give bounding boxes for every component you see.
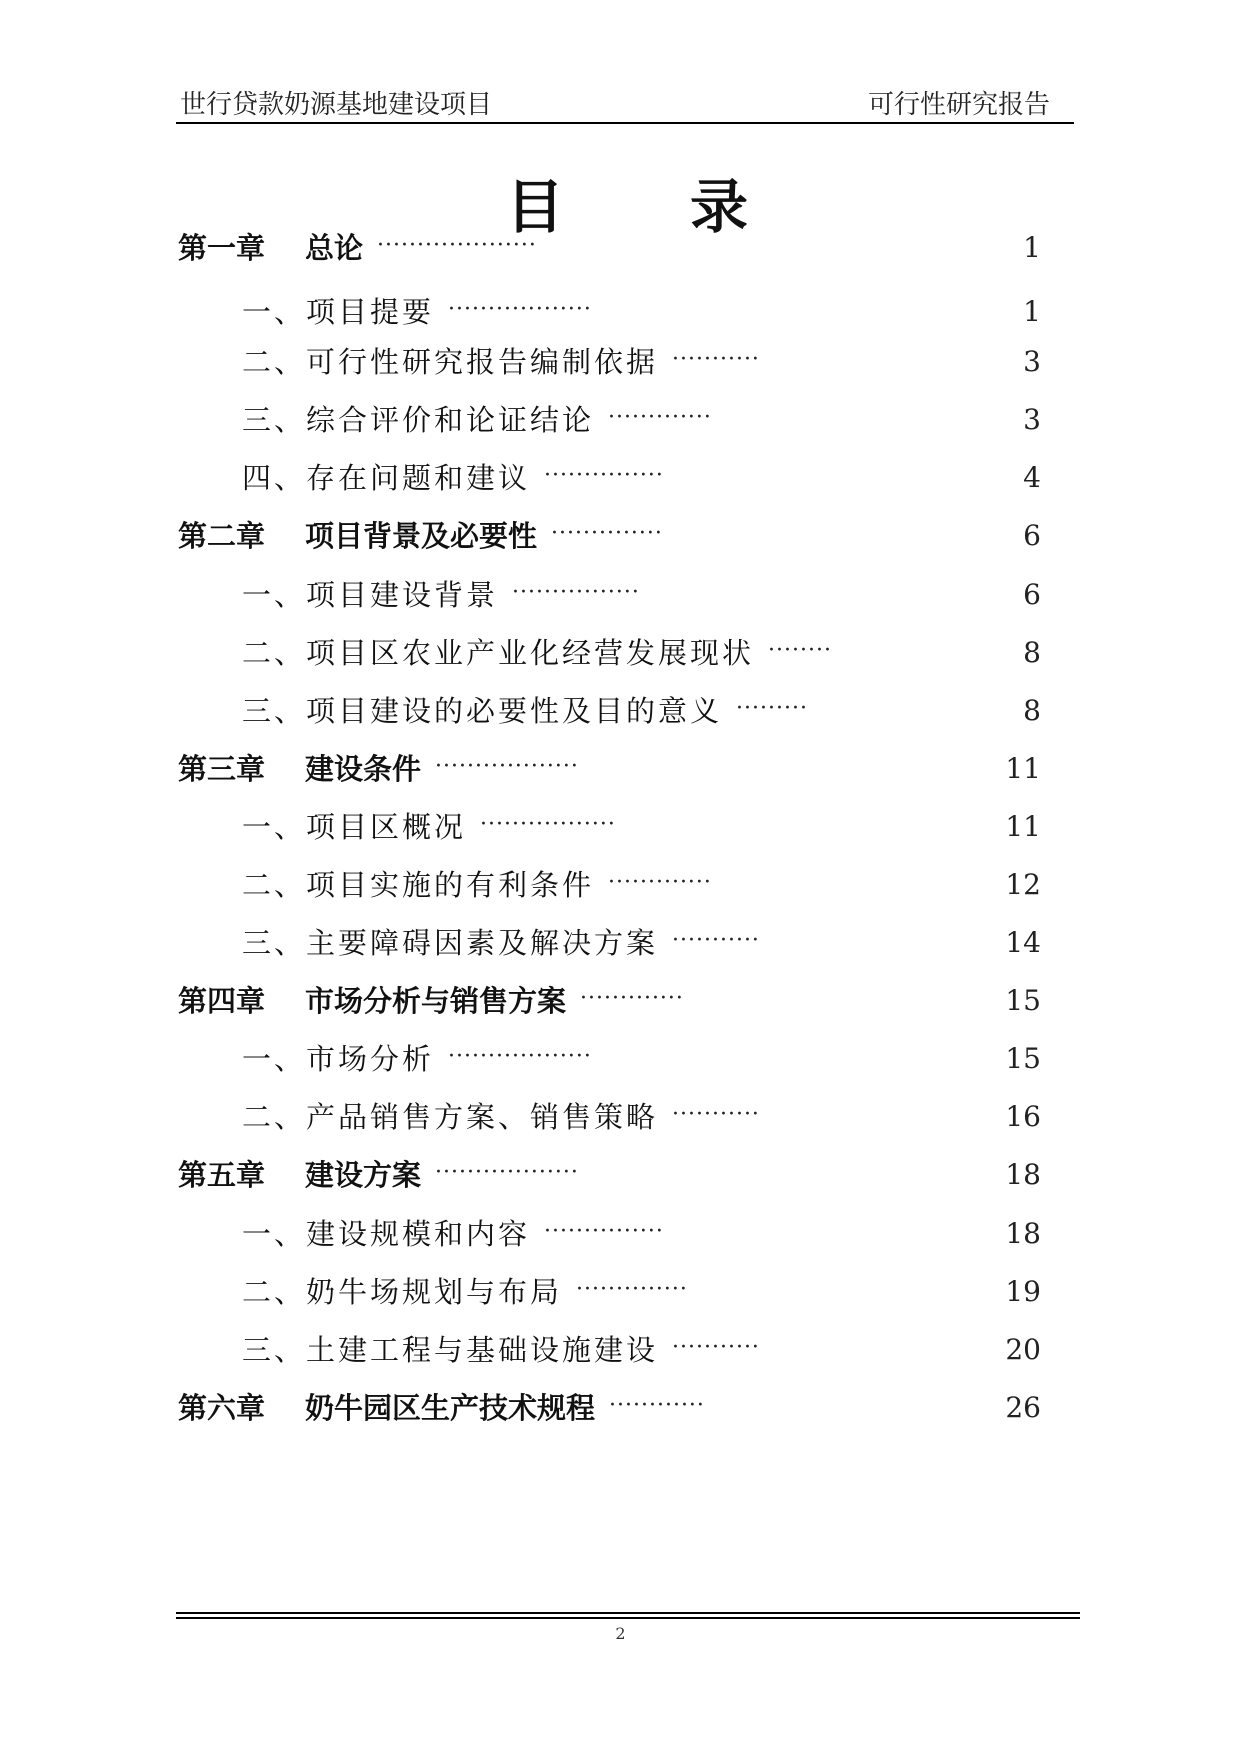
toc-page-number: 11: [1005, 810, 1041, 843]
toc-section-row[interactable]: [0, 1097, 1241, 1137]
toc-leader-dots: ·············: [580, 986, 684, 1011]
toc-section-row[interactable]: [0, 1214, 1241, 1254]
toc-chapter-number: 第四章: [178, 984, 266, 1018]
toc-page-number: 8: [1023, 694, 1041, 727]
toc-page-number: 4: [1023, 461, 1041, 494]
toc-chapter-title: 项目背景及必要性: [305, 519, 538, 553]
toc-leader-dots: ·············: [608, 870, 712, 895]
toc-section-title: 一、项目建设背景: [242, 578, 499, 612]
header-rule: [176, 122, 1074, 124]
toc-chapter-title: 奶牛园区生产技术规程: [305, 1391, 596, 1425]
toc-page-number: 19: [1005, 1275, 1041, 1308]
toc-section-title: 三、土建工程与基础设施建设: [242, 1333, 659, 1367]
header-project-name: 世行贷款奶源基地建设项目: [180, 90, 493, 120]
toc-chapter-row[interactable]: [0, 228, 1241, 268]
toc-page-number: 20: [1005, 1333, 1041, 1366]
toc-chapter-row[interactable]: [0, 516, 1241, 556]
toc-section-row[interactable]: [0, 1330, 1241, 1370]
toc-section-title: 二、可行性研究报告编制依据: [242, 345, 659, 379]
toc-section-title: 三、主要障碍因素及解决方案: [242, 926, 659, 960]
toc-leader-dots: ···············: [544, 1219, 664, 1244]
toc-section-row[interactable]: [0, 400, 1241, 440]
toc-leader-dots: ·············: [608, 405, 712, 430]
toc-leader-dots: ····················: [377, 233, 537, 258]
toc-leader-dots: ··················: [448, 297, 592, 322]
toc-chapter-row[interactable]: [0, 749, 1241, 789]
toc-page-number: 1: [1023, 231, 1041, 264]
toc-section-title: 三、项目建设的必要性及目的意义: [242, 694, 723, 728]
toc-page-number: 26: [1005, 1391, 1041, 1424]
toc-chapter-title: 总论: [305, 231, 364, 265]
toc-chapter-row[interactable]: [0, 981, 1241, 1021]
toc-title-char-2: 录: [690, 173, 749, 241]
toc-page-number: 16: [1005, 1100, 1041, 1133]
toc-page-number: 3: [1023, 345, 1041, 378]
footer-rule-bottom: [176, 1617, 1080, 1619]
toc-section-row[interactable]: [0, 575, 1241, 615]
toc-chapter-number: 第三章: [178, 752, 266, 786]
toc-section-row[interactable]: [0, 292, 1241, 332]
toc-leader-dots: ··················: [435, 754, 579, 779]
toc-page-number: 3: [1023, 403, 1041, 436]
toc-section-row[interactable]: [0, 1272, 1241, 1312]
toc-leader-dots: ··················: [448, 1044, 592, 1069]
toc-section-row[interactable]: [0, 342, 1241, 382]
toc-page-number: 18: [1005, 1158, 1041, 1191]
toc-section-title: 二、项目实施的有利条件: [242, 868, 595, 902]
toc-title-char-1: 目: [506, 173, 565, 241]
toc-leader-dots: ·········: [736, 696, 808, 721]
toc-page-number: 11: [1005, 752, 1041, 785]
toc-page-number: 15: [1005, 984, 1041, 1017]
toc-chapter-number: 第五章: [178, 1158, 266, 1192]
footer-page-number: 2: [615, 1624, 626, 1643]
toc-section-title: 二、产品销售方案、销售策略: [242, 1100, 659, 1134]
toc-section-title: 一、市场分析: [242, 1042, 435, 1076]
toc-section-title: 三、综合评价和论证结论: [242, 403, 595, 437]
toc-section-row[interactable]: [0, 458, 1241, 498]
toc-page-number: 6: [1023, 519, 1041, 552]
toc-page-number: 8: [1023, 636, 1041, 669]
toc-page-number: 12: [1005, 868, 1041, 901]
toc-leader-dots: ···········: [672, 1335, 760, 1360]
toc-leader-dots: ···········: [672, 347, 760, 372]
toc-page-number: 15: [1005, 1042, 1041, 1075]
toc-chapter-title: 建设方案: [305, 1158, 422, 1192]
toc-chapter-number: 第六章: [178, 1391, 266, 1425]
toc-leader-dots: ···········: [672, 1102, 760, 1127]
toc-chapter-title: 建设条件: [305, 752, 422, 786]
toc-section-row[interactable]: [0, 1039, 1241, 1079]
toc-leader-dots: ··············: [551, 521, 663, 546]
toc-chapter-row[interactable]: [0, 1155, 1241, 1195]
toc-section-row[interactable]: [0, 923, 1241, 963]
footer-rule-top: [176, 1612, 1080, 1614]
toc-leader-dots: ···············: [544, 463, 664, 488]
toc-chapter-number: 第二章: [178, 519, 266, 553]
toc-leader-dots: ··············: [576, 1277, 688, 1302]
toc-section-title: 四、存在问题和建议: [242, 461, 531, 495]
toc-chapter-title: 市场分析与销售方案: [305, 984, 567, 1018]
toc-section-title: 二、奶牛场规划与布局: [242, 1275, 563, 1309]
toc-section-row[interactable]: [0, 865, 1241, 905]
toc-section-row[interactable]: [0, 807, 1241, 847]
toc-page-number: 18: [1005, 1217, 1041, 1250]
toc-chapter-number: 第一章: [178, 231, 266, 265]
toc-chapter-row[interactable]: [0, 1388, 1241, 1428]
toc-page-number: 14: [1005, 926, 1041, 959]
toc-leader-dots: ··················: [435, 1160, 579, 1185]
toc-page-number: 6: [1023, 578, 1041, 611]
toc-leader-dots: ················: [512, 580, 640, 605]
toc-section-title: 一、项目区概况: [242, 810, 467, 844]
toc-section-row[interactable]: [0, 633, 1241, 673]
toc-leader-dots: ············: [609, 1393, 705, 1418]
header-report-type: 可行性研究报告: [868, 90, 1051, 120]
toc-page-number: 1: [1023, 295, 1041, 328]
toc-section-title: 一、建设规模和内容: [242, 1217, 531, 1251]
toc-section-row[interactable]: [0, 691, 1241, 731]
toc-leader-dots: ········: [768, 638, 832, 663]
toc-leader-dots: ·················: [480, 812, 616, 837]
toc-section-title: 二、项目区农业产业化经营发展现状: [242, 636, 755, 670]
toc-leader-dots: ···········: [672, 928, 760, 953]
toc-section-title: 一、项目提要: [242, 295, 435, 329]
